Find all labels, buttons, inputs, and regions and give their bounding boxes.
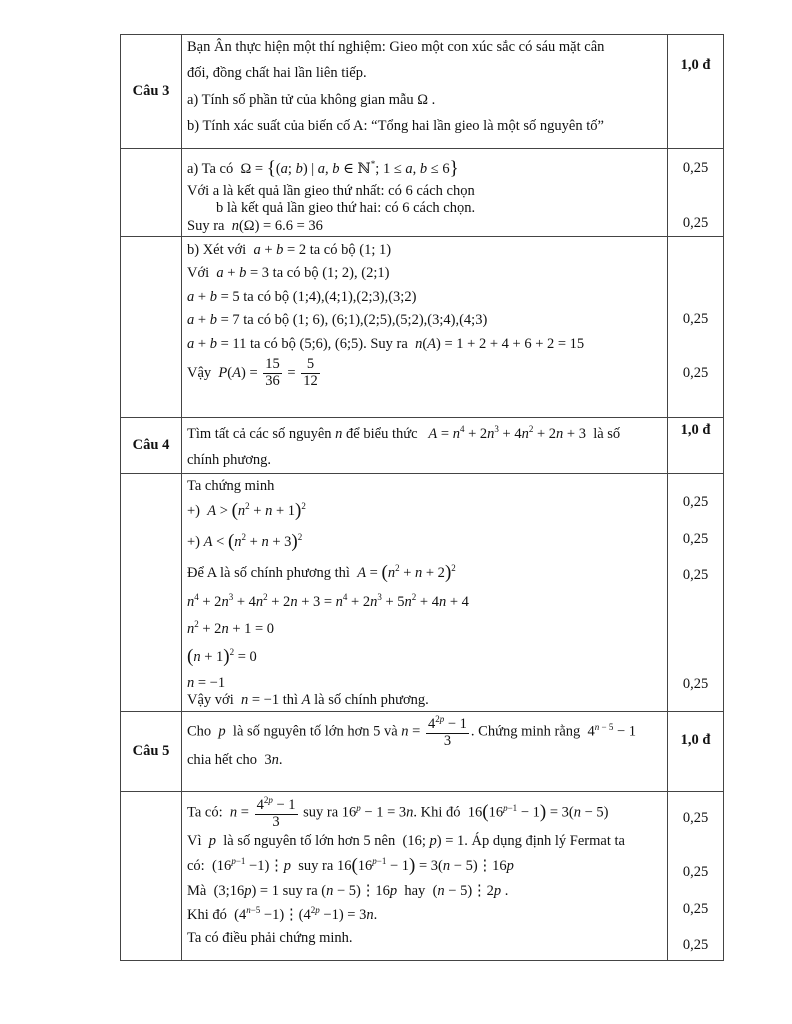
q3a-line: Với a là kết quả lần gieo thứ nhất: có 6 cách chọn: [187, 182, 475, 199]
q3-problem: [182, 35, 668, 149]
q3b-line: a + b = 7 ta có bộ (1; 6), (6;1),(2;5),(5;2),(3;4),(4;3): [187, 312, 488, 329]
q4-sol-line: +) $A < (n^2 + n + 3)^2$: [187, 531, 303, 553]
q3-part-b: [182, 237, 668, 418]
q4-sol-line: Để A là số chính phương thì $A = (n^2 + n + 2)^2$: [187, 561, 456, 583]
q4-score-cell: [668, 474, 724, 712]
q5-points-cell: [668, 712, 724, 792]
q5-score: 0,25: [682, 901, 709, 917]
q5-sol-line: Mà (3;16p) = 1 suy ra (n − 5)⋮16p hay (n − 5)⋮2p .: [187, 882, 509, 899]
q5-problem-line: Cho p là số nguyên tố lớn hơn 5 và n = $\frac{4^{2p} - 1}{3}$ . Chứng minh rằng $4^{n - 5} - 1$: [187, 714, 637, 749]
q3b-score-cell: [668, 237, 724, 418]
q3a-line: b là kết quả lần gieo thứ hai: có 6 cách chọn.: [216, 200, 476, 217]
q3a-score: 0,25: [682, 215, 709, 231]
q4-problem-row: [121, 418, 724, 474]
q5-solution-row: [121, 792, 724, 961]
q4-sol-line: Ta chứng minh: [187, 478, 275, 494]
q4-problem-line: chính phương.: [187, 452, 271, 469]
q3a-line: Suy ra n(Ω) = 6.6 = 36: [187, 217, 323, 234]
q5-points: 1,0 đ: [680, 732, 711, 748]
q5-sol-line: Ta có điều phải chứng minh.: [187, 929, 353, 946]
q4-solution-row: [121, 474, 724, 712]
q4-score: 0,25: [682, 531, 709, 547]
q3-points: 1,0 đ: [680, 57, 711, 73]
q3-label: Câu 3: [121, 35, 182, 149]
q4-sol-line: Vậy với n = −1 thì A là số chính phương.: [187, 692, 429, 709]
q4-sol-line: n = −1: [187, 675, 226, 692]
q4-score: 0,25: [682, 567, 709, 583]
q5-score: 0,25: [682, 864, 709, 880]
q5-problem-line: chia hết cho 3n.: [187, 751, 283, 768]
q4-solution: [182, 474, 668, 712]
q4-sol-line: $(n + 1)^2 = 0$: [187, 646, 257, 668]
q3-problem-line: a) Tính số phần tử của không gian mẫu Ω .: [187, 91, 436, 108]
q3-problem-line: đối, đồng chất hai lần liên tiếp.: [187, 65, 367, 82]
q5-sol-line: Khi đó ($4^{n-5}$ $-1)⋮(4^{2p} -1) = 3n$.: [187, 905, 378, 924]
q4-problem: [182, 418, 668, 474]
q4-points-cell: [668, 418, 724, 474]
q5-solution: [182, 792, 668, 961]
q3-problem-line: b) Tính xác suất của biến cố A: “Tổng hai lần gieo là một số nguyên tố”: [187, 118, 604, 135]
q3b-score: 0,25: [682, 311, 709, 327]
q5-problem: [182, 712, 668, 792]
q4-sol-line: +) $A > (n^2 + n + 1)^2$: [187, 500, 306, 522]
q4-label: Câu 4: [121, 418, 182, 474]
q3-points-cell: [668, 35, 724, 149]
q5-problem-row: [121, 712, 724, 792]
q3-part-a: [182, 149, 668, 237]
q4-sol-line: $n^4 + 2n^3 + 4n^2 + 2n + 3 = n^4 + 2n^3 + 5n^2 + 4n + 4$: [187, 591, 469, 610]
q4-score: 0,25: [682, 494, 709, 510]
q3b-score: 0,25: [682, 365, 709, 381]
q3a-score-cell: [668, 149, 724, 237]
q4-score: 0,25: [682, 676, 709, 692]
q5-sol-line: Ta có: n = $\frac{4^{2p} - 1}{3}$ suy ra $16^p - 1 = 3n$. Khi đó $16(16^{p-1} - 1) = 3(n - 5)$: [187, 795, 609, 830]
q3-part-a-row: [121, 149, 724, 237]
q3b-line: a + b = 5 ta có bộ (1;4),(4;1),(2;3),(3;2): [187, 288, 417, 305]
q3b-line: Với a + b = 3 ta có bộ (1; 2), (2;1): [187, 265, 390, 282]
q5-score-cell: [668, 792, 724, 961]
q5-sol-line: Vì p là số nguyên tố lớn hơn 5 nên (16; p) = 1. Áp dụng định lý Fermat ta: [187, 832, 625, 849]
q4-points: 1,0 đ: [680, 422, 711, 438]
q4-problem-line: Tìm tất cả các số nguyên n để biểu thức $A = n^4 + 2n^3 + 4n^2 + 2n + 3$ là số: [187, 424, 621, 442]
q5-sol-line: có: ($16^{p-1}$ −1)⋮p suy ra $16(16^{p-1} - 1) = 3(n$ − 5)⋮16p: [187, 855, 514, 877]
q3b-line: Vậy P(A) = $\frac{15}{36}$ = $\frac{5}{12}$: [187, 355, 318, 389]
q5-label: Câu 5: [121, 712, 182, 792]
q4-sol-line: $n^2 + 2n + 1 = 0$: [187, 619, 275, 637]
q3-problem-row: [121, 35, 724, 149]
q5-score: 0,25: [682, 937, 709, 953]
q3a-line: a) Ta có Ω = {(a; b) | a, b ∈ ℕ*; 1 ≤ a, b ≤ 6}: [187, 158, 459, 179]
q3a-score: 0,25: [682, 160, 709, 176]
answer-key-table: [120, 34, 724, 961]
q3-problem-line: Bạn Ân thực hiện một thí nghiệm: Gieo một con xúc sắc có sáu mặt cân: [187, 39, 605, 55]
q3b-line: b) Xét với a + b = 2 ta có bộ (1; 1): [187, 242, 392, 258]
q3-part-b-row: [121, 237, 724, 418]
q5-score: 0,25: [682, 810, 709, 826]
q3b-line: a + b = 11 ta có bộ (5;6), (6;5). Suy ra n(A) = 1 + 2 + 4 + 6 + 2 = 15: [187, 335, 585, 352]
